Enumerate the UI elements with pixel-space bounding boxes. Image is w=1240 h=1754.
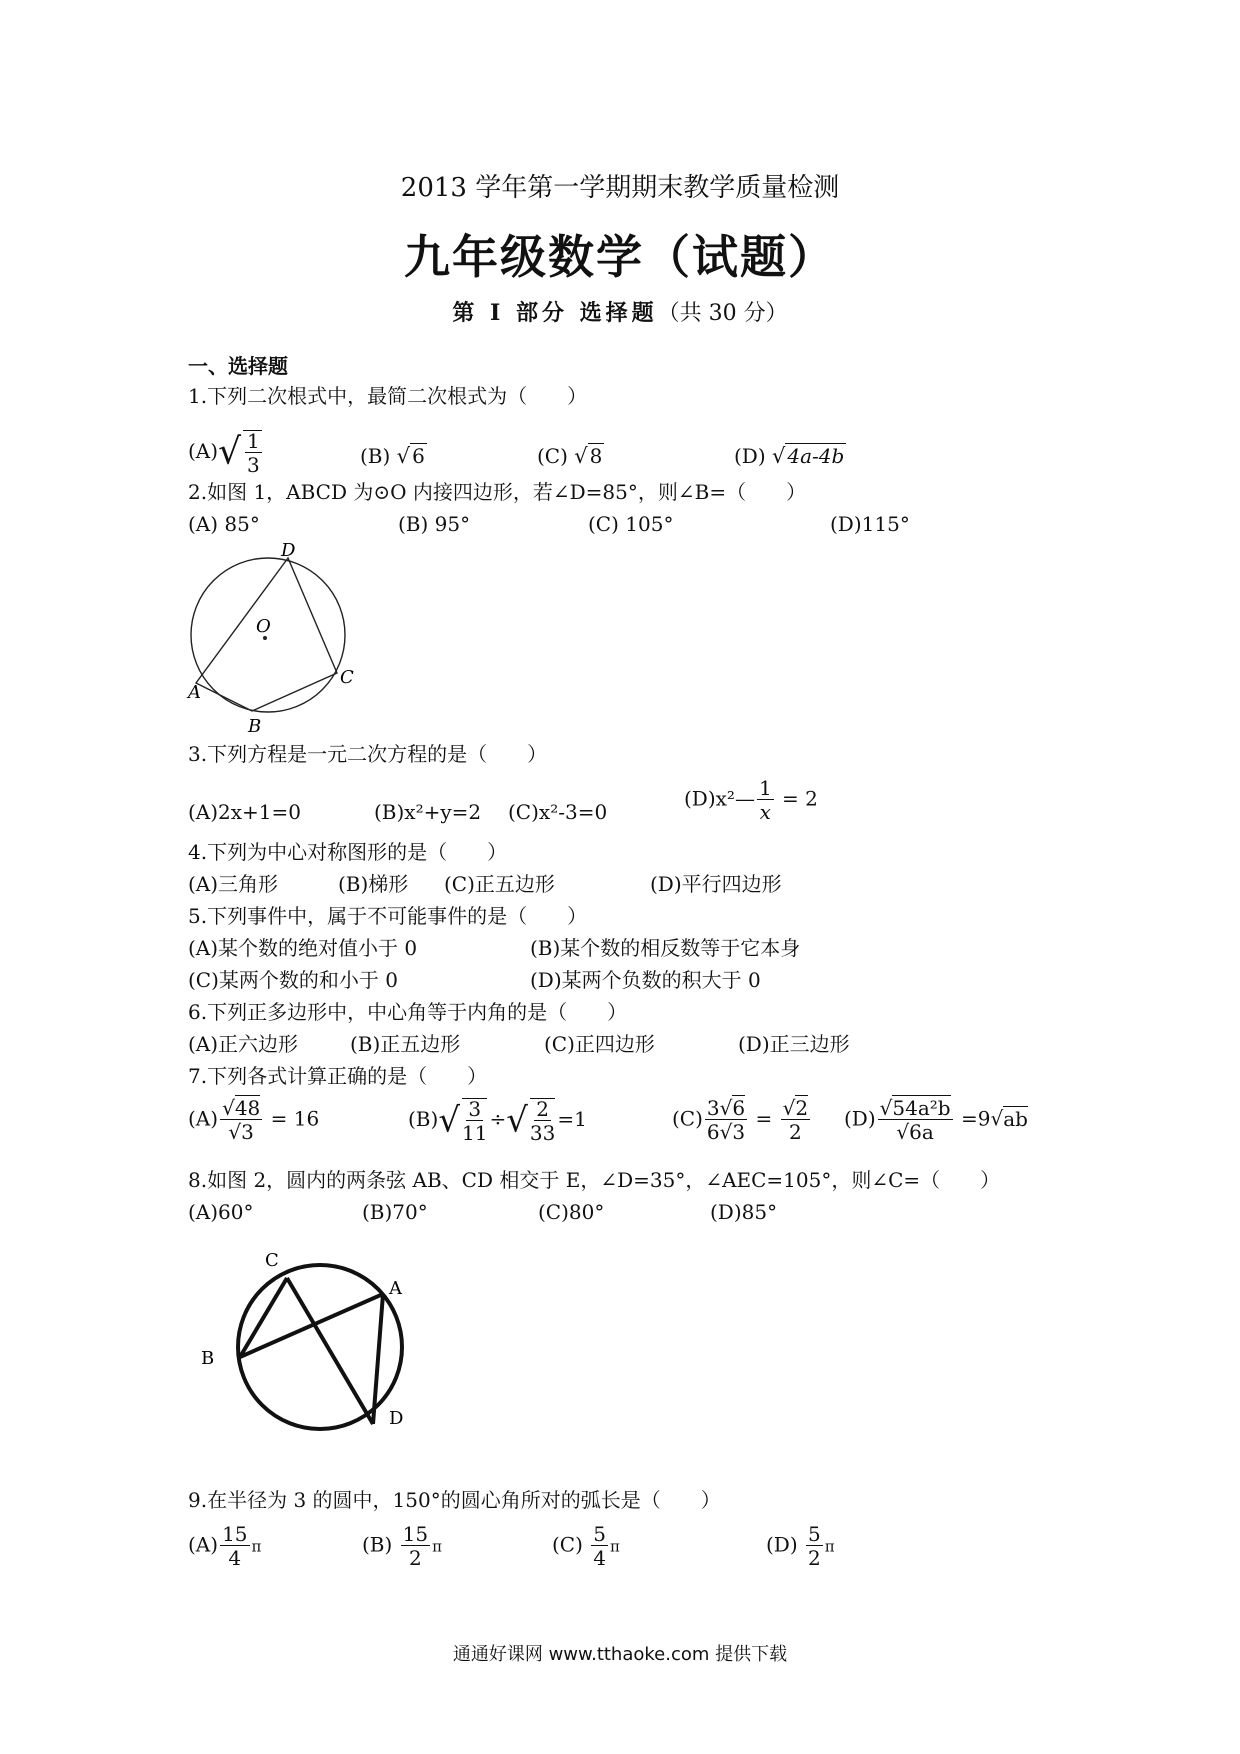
q7-b-label: (B) [408,1107,439,1131]
q6-option-d: (D)正三边形 [738,1032,850,1056]
fig1-label-d: D [281,540,296,561]
q7-d-den: 6a [909,1120,934,1144]
q1-option-a [188,430,264,475]
q8-option-c: (C)80° [538,1200,605,1224]
q1-stem: 1.下列二次根式中，最简二次根式为（ ） [188,384,588,408]
q8-option-d: (D)85° [710,1200,778,1224]
q1-c-label: (C) [537,444,568,468]
q7-b-n2: 2 [536,1097,549,1121]
q1-option-b [360,444,427,468]
q6-stem: 6.下列正多边形中，中心角等于内角的是（ ） [188,1000,628,1024]
fig2-label-c: C [265,1250,279,1271]
q9-option-a: (A) $\frac{15}{4}$ π [188,1522,262,1570]
part-heading-score: （共 30 分） [657,301,788,326]
q5-option-c: (C)某两个数的和小于 0 [188,968,398,992]
q2-option-c: (C) 105° [588,512,674,536]
q8-stem: 8.如图 2，圆内的两条弦 AB、CD 相交于 E，∠D=35°，∠AEC=105°，则∠C=（ ） [188,1168,1001,1192]
q2-option-d: (D)115° [830,512,910,536]
q2-stem: 2.如图 1，ABCD 为⊙O 内接四边形，若∠D=85°，则∠B=（ ） [188,480,807,504]
q3-option-c: (C)x²-3=0 [508,800,608,824]
q7-a-label: (A) [188,1106,219,1131]
q1-a-den: 3 [247,453,260,477]
q5-option-b: (B)某个数的相反数等于它本身 [530,936,801,960]
fig2-chord-ab [240,1294,383,1357]
exam-title: 九年级数学（试题） [404,230,836,284]
fig2-chord-cd [287,1278,373,1424]
fig1-label-a: A [188,682,201,703]
q8-option-a: (A)60° [188,1200,254,1224]
q1-a-num: 1 [247,429,260,453]
part-heading [0,296,1240,327]
part-heading-bold: 第 I 部分 选择题 [452,300,658,326]
q7-c-r-den: 2 [789,1120,802,1144]
q9-b-label: (B) [362,1532,393,1557]
exam-subtitle: 2013 学年第一学期期末教学质量检测 [400,173,840,203]
q4-option-a: (A)三角形 [188,872,279,896]
q1-b-sqrt: √ 6 [396,444,425,468]
q8-option-b: (B)70° [362,1200,428,1224]
q7-option-b: (B)√ $\frac{3}{11}$ ÷√ $\frac{2}{33}$ =1 [408,1097,587,1145]
q3-d-den: x [759,800,771,824]
q1-a-sqrt: √ $\frac{1}{3}$ [218,429,260,477]
q7-c-label: (C) [672,1106,703,1131]
q7-b-d2: 33 [529,1121,556,1145]
q5-stem: 5.下列事件中，属于不可能事件的是（ ） [188,904,588,928]
q9-option-b: (B) $\frac{15}{2}$ π [362,1522,442,1570]
q9-option-d: (D) $\frac{5}{2}$ π [766,1522,835,1570]
figure-2-intersecting-chords [195,1240,425,1440]
q7-option-c: (C) $\frac{3√6}{6√3}$ = $\frac{√2}{2}$ [672,1096,809,1144]
fig1-label-c: C [340,667,354,688]
q4-stem: 4.下列为中心对称图形的是（ ） [188,840,508,864]
q6-option-a: (A)正六边形 [188,1032,299,1056]
q7-b-n1: 3 [468,1097,482,1121]
fig1-label-o: O [256,616,271,637]
q7-c-den: 3 [732,1120,746,1144]
q7-c-num: 6 [732,1096,746,1120]
q7-c-r-num: 2 [795,1096,809,1120]
figure-1-cyclic-quadrilateral [180,540,370,740]
q7-a-post: = 16 [264,1106,320,1131]
q7-d-label: (D) [844,1106,876,1131]
q3-d-num: 1 [758,776,772,800]
q1-option-c [537,444,604,468]
q7-a-den: 3 [241,1120,254,1144]
q9-c-label: (C) [552,1532,583,1557]
section-heading: 一、选择题 [188,354,288,378]
q7-a-num: 48 [234,1096,261,1120]
q1-option-d [734,444,846,468]
q3-option-a: (A)2x+1=0 [188,800,302,824]
q7-d-post-rad: ab [1003,1106,1028,1131]
q9-d-label: (D) [766,1532,798,1557]
q4-option-d: (D)平行四边形 [650,872,782,896]
q1-a-label: (A) [188,439,219,463]
q7-option-d: (D) $\frac{\text{√54a²b}}{√6a}$ =9√ab [844,1096,1028,1144]
q4-option-c: (C)正五边形 [444,872,555,896]
q1-d-label: (D) [734,444,766,468]
q5-option-a: (A)某个数的绝对值小于 0 [188,936,418,960]
q7-b-div: ÷ [489,1107,507,1131]
fig2-label-b: B [201,1348,215,1369]
q4-option-b: (B)梯形 [338,872,409,896]
q9-option-c: (C) $\frac{5}{4}$ π [552,1522,620,1570]
q3-option-b: (B)x²+y=2 [374,800,482,824]
q2-option-a: (A) 85° [188,512,260,536]
fig1-label-b: B [248,716,262,737]
q5-option-d: (D)某两个负数的积大于 0 [530,968,761,992]
q9-a-label: (A) [188,1532,219,1557]
q2-option-b: (B) 95° [398,512,471,536]
q3-d-post: = 2 [775,786,818,811]
q1-d-sqrt: √ 4a-4b [772,444,845,468]
q1-b-label: (B) [360,444,391,468]
fig2-label-d: D [389,1408,404,1429]
q7-b-post: =1 [557,1107,587,1131]
q7-b-d1: 11 [461,1121,488,1145]
q9-stem: 9.在半径为 3 的圆中，150°的圆心角所对的弧长是（ ） [188,1488,721,1512]
q1-c-sqrt: √ 8 [574,444,603,468]
q7-option-a: (A) $\frac{√48}{√3}$ = 16 [188,1096,320,1144]
q7-stem: 7.下列各式计算正确的是（ ） [188,1064,488,1088]
q7-d-num: 54a²b [892,1096,951,1120]
footer-source: 通通好课网 www.tthaoke.com 提供下载 [452,1644,788,1665]
q3-option-d [684,778,818,822]
q3-d-pre: (D)x²— [684,786,755,811]
q3-stem: 3.下列方程是一元二次方程的是（ ） [188,742,548,766]
fig2-label-a: A [389,1278,402,1299]
q6-option-c: (C)正四边形 [544,1032,655,1056]
q6-option-b: (B)正五边形 [350,1032,461,1056]
